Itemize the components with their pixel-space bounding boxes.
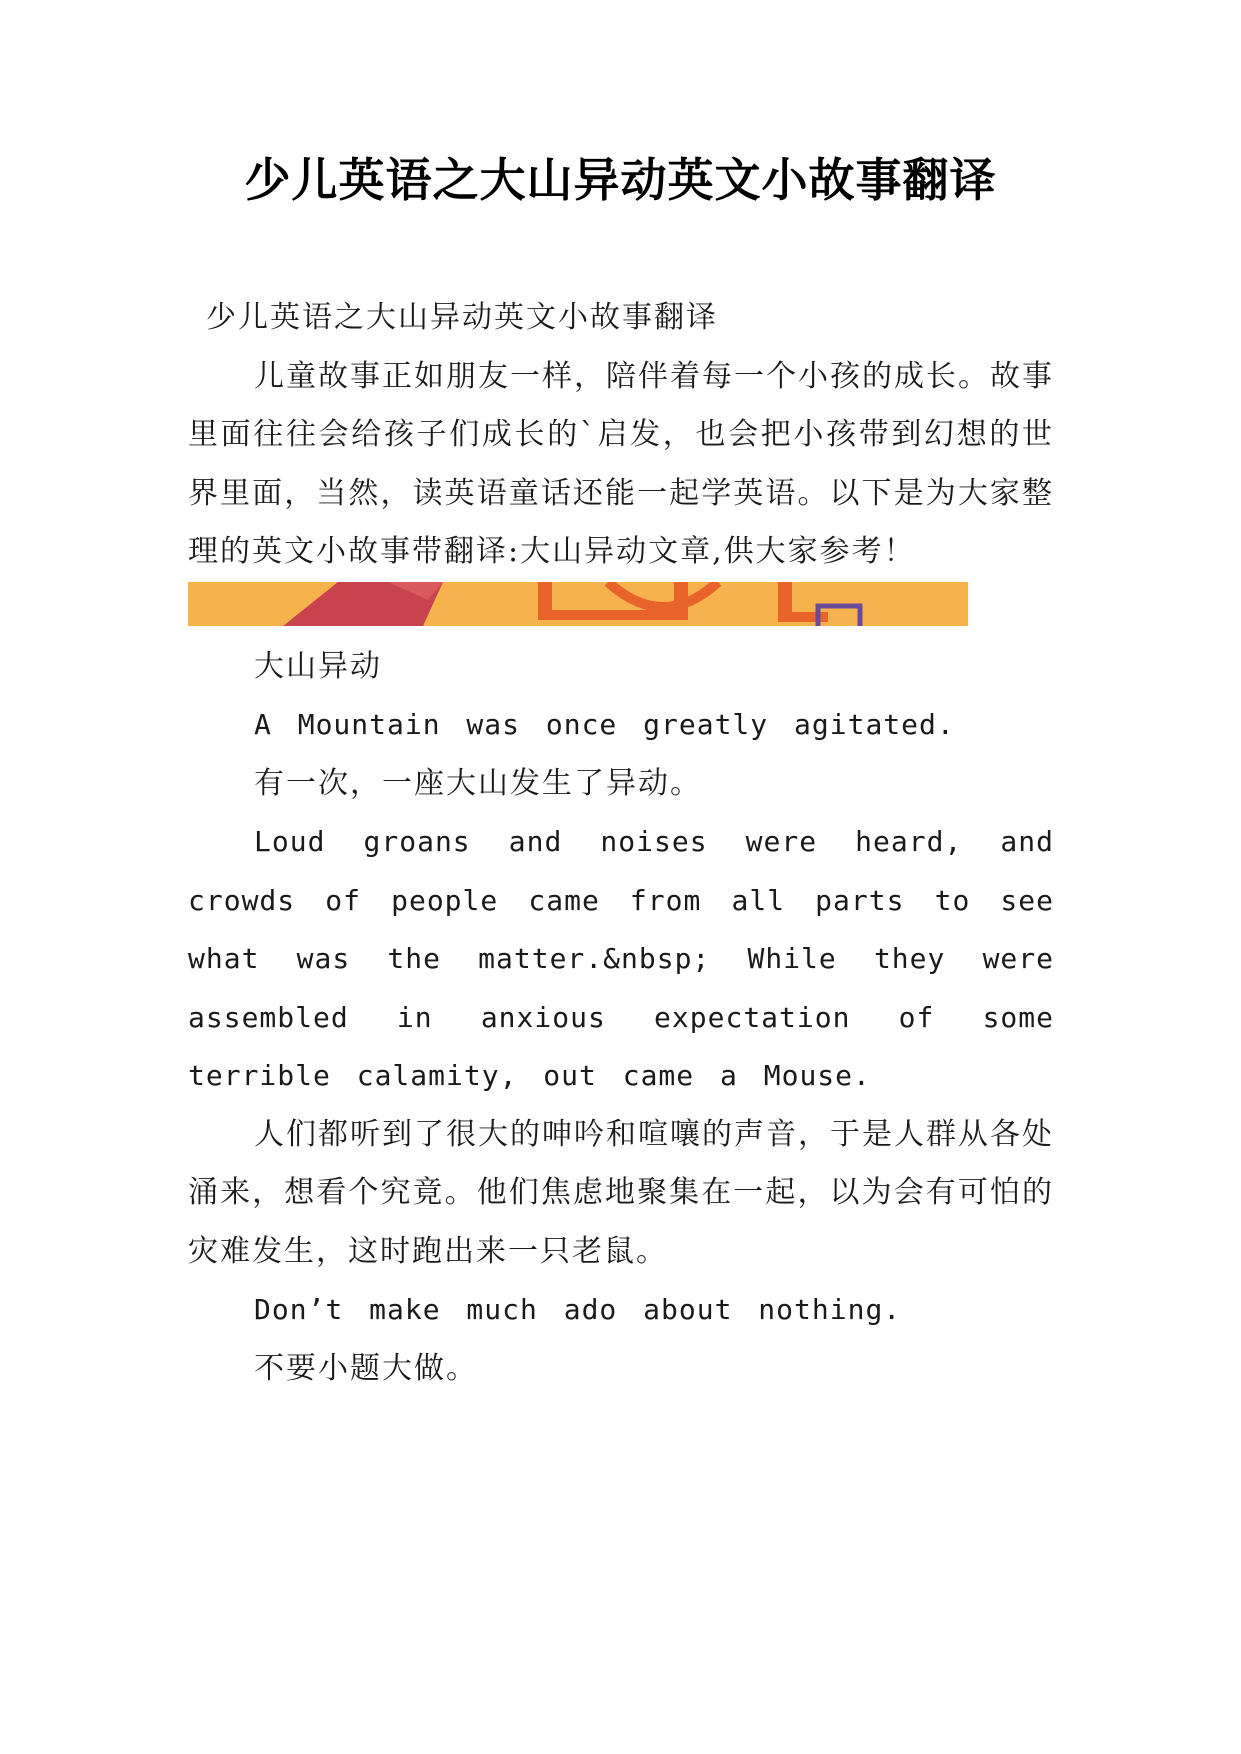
decorative-banner-image [188, 582, 968, 626]
story-paragraph-en-1: A Mountain was once greatly agitated. [254, 708, 955, 741]
intro-paragraph: 儿童故事正如朋友一样，陪伴着每一个小孩的成长。故事里面往往会给孩子们成长的`启发，也会把小孩带到幻想的世界里面，当然，读英语童话还能一起学英语。以下是为大家整理的英文小故事带翻译:大山异动文章,供大家参考！ [188, 358, 1054, 569]
subtitle: 少儿英语之大山异动英文小故事翻译 [206, 300, 718, 335]
document-body [188, 289, 1054, 1398]
story-moral-zh: 不要小题大做。 [254, 1350, 478, 1386]
story-paragraph-zh-2: 人们都听到了很大的呻吟和喧嚷的声音，于是人群从各处涌来，想看个究竟。他们焦虑地聚集在一起，以为会有可怕的灾难发生，这时跑出来一只老鼠。 [188, 1116, 1054, 1269]
story-paragraph-zh-1: 有一次，一座大山发生了异动。 [254, 765, 702, 801]
story-paragraph-en-2: Loud groans and noises were heard, and crowds of people came from all parts to see what was the matter.&nbsp; While they were assembled in anxious expectation of some terrible calamity, out came a Mouse. [188, 825, 1054, 1092]
banner-illustration [188, 582, 968, 626]
document-title: 少儿英语之大山异动英文小故事翻译 [244, 153, 997, 207]
story-title: 大山异动 [254, 648, 382, 684]
story-moral-en: Don’t make much ado about nothing. [254, 1293, 902, 1326]
